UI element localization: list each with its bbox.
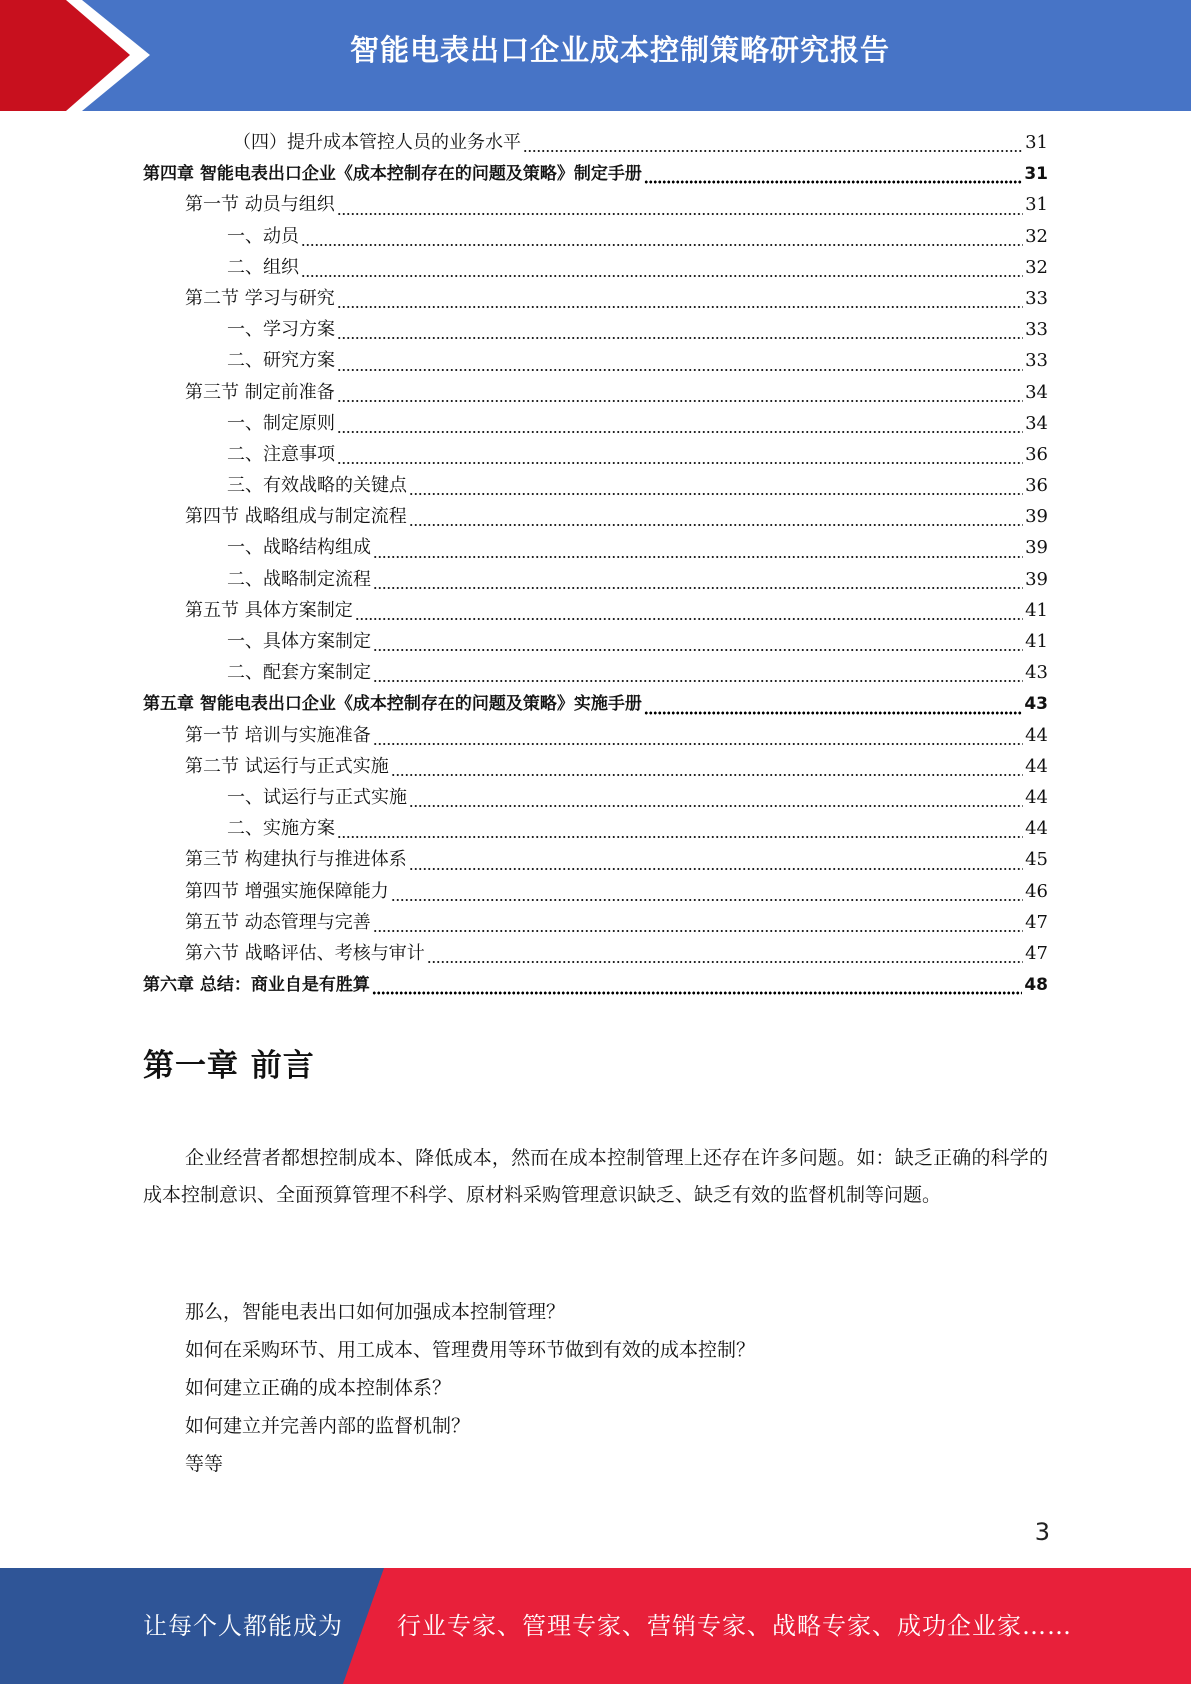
toc-entry-page: 34 — [1025, 381, 1048, 403]
toc-entry-page: 44 — [1025, 786, 1048, 808]
footer-slogan-left: 让每个人都能成为 — [143, 1612, 343, 1640]
toc-entry[interactable] — [143, 658, 1048, 689]
toc-entry-page: 31 — [1025, 132, 1048, 153]
intro-paragraph: 企业经营者都想控制成本、降低成本，然而在成本控制管理上还存在许多问题。如：缺乏正确的科学的成本控制意识、全面预算管理不科学、原材料采购管理意识缺乏、缺乏有效的监督机制等问题。 — [143, 1147, 1048, 1206]
footer-slogan-right: 行业专家、管理专家、营销专家、战略专家、成功企业家…… — [397, 1612, 1072, 1640]
toc-entry-page: 44 — [1025, 818, 1048, 840]
toc-entry-page: 41 — [1025, 599, 1048, 621]
toc-entry[interactable] — [143, 190, 1048, 221]
toc-entry-label: 一、制定原则 — [227, 412, 335, 434]
question-item: 如何建立并完善内部的监督机制？ — [185, 1415, 471, 1437]
toc-dot-leader — [373, 673, 1023, 683]
toc-dot-leader — [523, 143, 1023, 153]
question-item: 等等 — [185, 1453, 224, 1475]
chapter-title: 第一章 前言 — [143, 1048, 315, 1084]
toc-entry-page: 31 — [1025, 194, 1048, 216]
toc-entry-label: 第五节 动态管理与完善 — [185, 911, 371, 933]
toc-entry-label: 第四章 智能电表出口企业《成本控制存在的问题及策略》制定手册 — [143, 164, 642, 185]
toc-entry-label: 第三节 制定前准备 — [185, 381, 335, 403]
toc-entry[interactable] — [143, 471, 1048, 502]
header-chevron-decoration — [0, 0, 160, 111]
toc-entry-page: 47 — [1025, 911, 1048, 933]
toc-entry-label: 二、战略制定流程 — [227, 568, 371, 590]
toc-entry-page: 43 — [1024, 694, 1048, 715]
toc-entry[interactable] — [143, 502, 1048, 533]
toc-entry[interactable] — [143, 689, 1048, 720]
toc-entry-page: 44 — [1025, 724, 1048, 746]
question-item: 那么，智能电表出口如何加强成本控制管理？ — [185, 1301, 566, 1323]
toc-entry[interactable] — [143, 814, 1048, 845]
toc-dot-leader — [337, 299, 1023, 309]
toc-entry[interactable] — [143, 533, 1048, 564]
toc-entry-page: 31 — [1024, 164, 1048, 185]
toc-entry[interactable] — [143, 783, 1048, 814]
toc-entry[interactable] — [143, 627, 1048, 658]
page-footer — [0, 1568, 1191, 1684]
toc-entry-label: 第六节 战略评估、考核与审计 — [185, 942, 425, 964]
toc-entry[interactable] — [143, 596, 1048, 627]
toc-entry-label: 第六章 总结：商业自是有胜算 — [143, 975, 370, 996]
toc-entry-label: 一、动员 — [227, 225, 299, 247]
toc-entry-label: 第一节 培训与实施准备 — [185, 724, 371, 746]
toc-entry-label: 第五节 具体方案制定 — [185, 599, 353, 621]
toc-entry-label: 第四节 战略组成与制定流程 — [185, 506, 407, 528]
toc-entry-label: 一、具体方案制定 — [227, 631, 371, 652]
toc-entry-label: 二、注意事项 — [227, 443, 335, 465]
toc-dot-leader — [644, 705, 1022, 715]
toc-entry-page: 48 — [1024, 975, 1048, 996]
toc-entry-label: （四）提升成本管控人员的业务水平 — [233, 132, 521, 153]
toc-dot-leader — [337, 393, 1023, 403]
toc-entry-page: 32 — [1025, 225, 1048, 247]
toc-entry-label: 二、实施方案 — [227, 818, 335, 840]
toc-entry-page: 39 — [1025, 506, 1048, 528]
toc-dot-leader — [391, 892, 1023, 902]
toc-entry-label: 一、战略结构组成 — [227, 537, 371, 559]
toc-entry-page: 34 — [1025, 412, 1048, 434]
toc-dot-leader — [372, 985, 1022, 995]
toc-dot-leader — [337, 330, 1023, 340]
question-item: 如何在采购环节、用工成本、管理费用等环节做到有效的成本控制？ — [185, 1339, 756, 1361]
question-list — [185, 1293, 755, 1483]
toc-entry-label: 一、学习方案 — [227, 319, 335, 341]
toc-dot-leader — [409, 798, 1023, 808]
toc-dot-leader — [644, 174, 1022, 184]
toc-entry-page: 33 — [1025, 350, 1048, 372]
toc-entry-page: 39 — [1025, 568, 1048, 590]
toc-entry-page: 36 — [1025, 475, 1048, 497]
toc-entry-label: 第二节 学习与研究 — [185, 287, 335, 309]
toc-entry-label: 三、有效战略的关键点 — [227, 475, 407, 497]
toc-entry-page: 45 — [1025, 849, 1048, 871]
toc-entry[interactable] — [143, 970, 1048, 1001]
table-of-contents — [143, 128, 1048, 1001]
toc-dot-leader — [337, 206, 1023, 216]
toc-entry[interactable] — [143, 877, 1048, 908]
report-title: 智能电表出口企业成本控制策略研究报告 — [349, 33, 890, 67]
toc-entry[interactable] — [143, 284, 1048, 315]
toc-dot-leader — [373, 736, 1023, 746]
toc-entry[interactable] — [143, 378, 1048, 409]
toc-dot-leader — [409, 861, 1023, 871]
toc-dot-leader — [355, 611, 1023, 621]
toc-entry[interactable] — [143, 565, 1048, 596]
toc-entry[interactable] — [143, 440, 1048, 471]
toc-entry-page: 44 — [1025, 755, 1048, 777]
question-item: 如何建立正确的成本控制体系？ — [185, 1377, 452, 1399]
toc-entry-page: 43 — [1025, 662, 1048, 684]
toc-dot-leader — [427, 954, 1023, 964]
toc-dot-leader — [337, 829, 1023, 839]
toc-entry[interactable] — [143, 908, 1048, 939]
toc-entry-page: 47 — [1025, 942, 1048, 964]
toc-entry-label: 二、研究方案 — [227, 350, 335, 372]
page-number: 3 — [1034, 1518, 1050, 1546]
toc-entry[interactable] — [143, 845, 1048, 876]
toc-entry-label: 第五章 智能电表出口企业《成本控制存在的问题及策略》实施手册 — [143, 694, 642, 715]
toc-entry-label: 第三节 构建执行与推进体系 — [185, 849, 407, 871]
toc-dot-leader — [391, 767, 1023, 777]
toc-dot-leader — [301, 237, 1023, 247]
toc-entry-label: 二、配套方案制定 — [227, 662, 371, 684]
toc-entry[interactable] — [143, 159, 1048, 190]
toc-entry-label: 一、试运行与正式实施 — [227, 786, 407, 808]
toc-dot-leader — [337, 424, 1023, 434]
toc-entry[interactable] — [143, 222, 1048, 253]
toc-entry-page: 39 — [1025, 537, 1048, 559]
toc-entry-page: 33 — [1025, 319, 1048, 341]
toc-entry[interactable] — [143, 409, 1048, 440]
toc-entry[interactable] — [143, 721, 1048, 752]
toc-entry-label: 第二节 试运行与正式实施 — [185, 755, 389, 777]
toc-entry-page: 46 — [1025, 880, 1048, 902]
toc-dot-leader — [409, 486, 1023, 496]
toc-entry[interactable] — [143, 253, 1048, 284]
toc-entry-label: 第四节 增强实施保障能力 — [185, 880, 389, 902]
toc-dot-leader — [373, 923, 1023, 933]
toc-entry[interactable] — [143, 939, 1048, 970]
toc-entry-page: 36 — [1025, 443, 1048, 465]
page-header — [0, 0, 1191, 111]
toc-dot-leader — [373, 549, 1023, 559]
toc-entry[interactable] — [143, 346, 1048, 377]
toc-entry-page: 41 — [1025, 631, 1048, 652]
toc-entry[interactable] — [143, 315, 1048, 346]
toc-dot-leader — [301, 268, 1023, 278]
toc-dot-leader — [373, 580, 1023, 590]
toc-dot-leader — [337, 362, 1023, 372]
toc-entry[interactable] — [143, 752, 1048, 783]
toc-dot-leader — [373, 642, 1023, 652]
toc-entry-label: 二、组织 — [227, 256, 299, 278]
toc-dot-leader — [337, 455, 1023, 465]
toc-entry-label: 第一节 动员与组织 — [185, 194, 335, 216]
toc-entry-page: 32 — [1025, 256, 1048, 278]
toc-dot-leader — [409, 517, 1023, 527]
toc-entry-page: 33 — [1025, 287, 1048, 309]
toc-entry[interactable] — [143, 128, 1048, 159]
